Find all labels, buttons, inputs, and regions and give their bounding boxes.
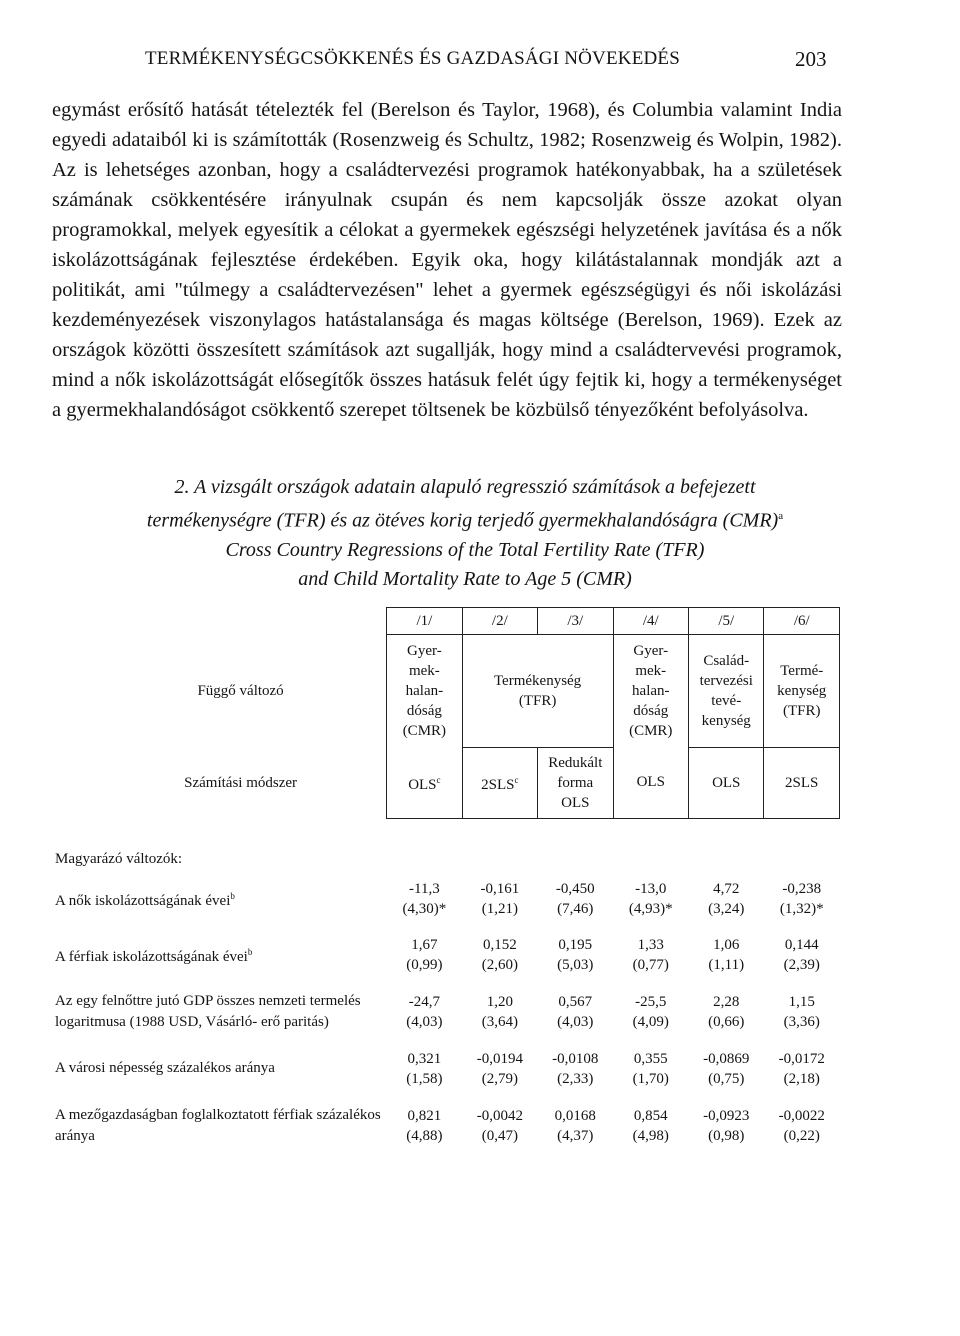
caption-english-line-1: Cross Country Regressions of the Total Fertility Rate (TFR) bbox=[225, 538, 705, 561]
t-statistic: (4,03) bbox=[406, 1013, 443, 1030]
method-label: Számítási módszer bbox=[184, 774, 298, 791]
table-cell bbox=[387, 1041, 462, 1097]
t-statistic: (3,64) bbox=[481, 1013, 518, 1030]
variable-name: A férfiak iskolázottságának évei$^b$ bbox=[55, 946, 253, 965]
dependent-variable-cmr: Gyer- mek- halan- dóság (CMR) bbox=[387, 635, 462, 748]
table-cell bbox=[538, 871, 613, 927]
table-cell bbox=[462, 927, 537, 983]
coefficient: 1,20 bbox=[486, 993, 513, 1010]
paragraph-text: egymást erősítő hatását tételezték fel (Berelson és Taylor, 1968), és Columbia valamint India egyedi adataiból ki is számították (Rosenzweig és Schultz, 1982; Rosenzweig és Wolpin, 1982). Az is lehetséges azonban, hogy a családtervezési programok hatékonyabbak, ha a születések számának csökkentésére irányulnak csupán és nem kapcsolják össze azokat olyan programokkal, melyek egyesítik a célokat a gyermekek egészségi helyzetének javítása és a nők iskolázottságának fejlesztése érdekében. Egyik oka, hogy kilátástalannak mondják azt a politikát, ami "túlmegy a családtervezésen" lehet a gyermek egészségügyi és női iskolázási kezdeményezések viszonylagos hatástalansága és magas költsége (Berelson, 1969). Ezek az országok közötti összesített számítások azt sugallják, hogy mind a családtervevési programok, mind a nők iskolázottságát elősegítők összes hatásuk felét úgy fejtik ki, hogy a termékenységet a gyermekhalandóságot csökkentő szerepet töltsenek be közbülső tényezőként befolyásolva. bbox=[52, 99, 842, 421]
column-number: /2/ bbox=[462, 608, 537, 635]
table-cell bbox=[462, 871, 537, 927]
t-statistic: (4,03) bbox=[557, 1013, 594, 1030]
table-cell bbox=[538, 1041, 613, 1097]
coefficient: 0,144 bbox=[784, 936, 819, 953]
method-row bbox=[55, 747, 840, 818]
page-number: 203 bbox=[795, 47, 827, 71]
explanatory-variables-heading: Magyarázó változók: bbox=[55, 850, 183, 867]
table-cell bbox=[764, 871, 840, 927]
table-cell bbox=[764, 927, 840, 983]
table-cell bbox=[764, 983, 840, 1041]
t-statistic: (4,93)* bbox=[628, 900, 673, 917]
coefficient: -0,0923 bbox=[703, 1107, 750, 1124]
coefficient: -0,0022 bbox=[778, 1107, 825, 1124]
t-statistic: (2,33) bbox=[557, 1070, 594, 1087]
column-number: /5/ bbox=[689, 608, 764, 635]
table-row bbox=[55, 983, 840, 1041]
table-cell bbox=[613, 1097, 688, 1155]
method-cell: 2SLS$^c$ bbox=[462, 747, 537, 818]
table-cell bbox=[538, 1097, 613, 1155]
caption-english-line-2: and Child Mortality Rate to Age 5 (CMR) bbox=[298, 567, 632, 590]
coefficient: -13,0 bbox=[635, 880, 667, 897]
dependent-variable-label: Függő változó bbox=[197, 682, 284, 699]
table-cell bbox=[387, 1097, 462, 1155]
column-number: /6/ bbox=[764, 608, 840, 635]
coefficient: -11,3 bbox=[409, 880, 440, 897]
regression-table bbox=[55, 607, 840, 1155]
coefficient: 0,567 bbox=[558, 993, 593, 1010]
table-cell bbox=[462, 1097, 537, 1155]
dependent-variable-family-planning: Család- tervezési tevé- kenység bbox=[689, 635, 764, 748]
coefficient: 0,321 bbox=[407, 1050, 442, 1067]
coefficient: 0,152 bbox=[482, 936, 517, 953]
table-cell bbox=[613, 871, 688, 927]
t-statistic: (2,79) bbox=[481, 1070, 518, 1087]
coefficient: -0,238 bbox=[782, 880, 822, 897]
coefficient: -0,0869 bbox=[703, 1050, 750, 1067]
table-cell bbox=[613, 1041, 688, 1097]
table-row bbox=[55, 1041, 840, 1097]
table-cell bbox=[764, 1041, 840, 1097]
column-number: /1/ bbox=[387, 608, 462, 635]
column-number-row bbox=[55, 608, 840, 635]
table-cell bbox=[689, 871, 764, 927]
table-cell bbox=[538, 983, 613, 1041]
t-statistic: (2,60) bbox=[481, 956, 518, 973]
table-cell bbox=[689, 1097, 764, 1155]
t-statistic: (1,11) bbox=[708, 956, 745, 973]
t-statistic: (1,70) bbox=[632, 1070, 669, 1087]
coefficient: -0,161 bbox=[480, 880, 520, 897]
method-cell: OLS bbox=[689, 747, 764, 818]
table-row bbox=[55, 871, 840, 927]
variable-name: A mezőgazdaságban foglalkoztatott férfiak százalékos aránya bbox=[55, 1106, 381, 1144]
t-statistic: (0,98) bbox=[708, 1127, 745, 1144]
coefficient: -0,0172 bbox=[778, 1050, 825, 1067]
t-statistic: (2,18) bbox=[783, 1070, 820, 1087]
coefficient: -0,0042 bbox=[476, 1107, 523, 1124]
t-statistic: (0,47) bbox=[481, 1127, 518, 1144]
dependent-variable-cmr: Gyer- mek- halan- dóság (CMR) bbox=[613, 635, 688, 748]
coefficient: 0,0168 bbox=[554, 1107, 596, 1124]
variable-name: Az egy felnőttre jutó GDP összes nemzeti termelés logaritmusa (1988 USD, Vásárló- erő paritás) bbox=[55, 992, 361, 1030]
t-statistic: (1,58) bbox=[406, 1070, 443, 1087]
table-cell bbox=[538, 927, 613, 983]
t-statistic: (4,88) bbox=[406, 1127, 443, 1144]
dependent-variable-tfr: Termé- kenység (TFR) bbox=[764, 635, 840, 748]
t-statistic: (3,36) bbox=[783, 1013, 820, 1030]
coefficient: 0,821 bbox=[407, 1107, 442, 1124]
coefficient: 2,28 bbox=[713, 993, 740, 1010]
coefficient: 0,355 bbox=[633, 1050, 668, 1067]
t-statistic: (1,21) bbox=[481, 900, 518, 917]
table-cell bbox=[462, 1041, 537, 1097]
dependent-variable-tfr: Termékenység (TFR) bbox=[462, 635, 613, 748]
coefficient: 0,195 bbox=[558, 936, 593, 953]
coefficient: -0,450 bbox=[555, 880, 595, 897]
coefficient: -25,5 bbox=[635, 993, 667, 1010]
table-cell bbox=[613, 983, 688, 1041]
caption-line-2: termékenységre (TFR) és az ötéves korig terjedő gyermekhalandóságra (CMR)$^a$ bbox=[146, 509, 784, 532]
method-cell: OLS$^c$ bbox=[387, 747, 462, 818]
table-cell bbox=[613, 927, 688, 983]
caption-line-1: 2. A vizsgált országok adatain alapuló regresszió számítások a befejezett bbox=[174, 476, 756, 498]
coefficient: 1,06 bbox=[713, 936, 740, 953]
method-cell: OLS bbox=[613, 747, 688, 818]
table-cell bbox=[689, 927, 764, 983]
t-statistic: (4,30)* bbox=[402, 900, 447, 917]
t-statistic: (4,09) bbox=[632, 1013, 669, 1030]
table-cell bbox=[689, 983, 764, 1041]
t-statistic: (1,32)* bbox=[779, 900, 824, 917]
table-cell bbox=[764, 1097, 840, 1155]
caption-footnote-mark: a bbox=[778, 510, 784, 522]
table-cell bbox=[462, 983, 537, 1041]
table-cell bbox=[689, 1041, 764, 1097]
t-statistic: (0,75) bbox=[708, 1070, 745, 1087]
coefficient: -0,0194 bbox=[476, 1050, 523, 1067]
t-statistic: (2,39) bbox=[783, 956, 820, 973]
t-statistic: (5,03) bbox=[557, 956, 594, 973]
coefficient: -24,7 bbox=[408, 993, 440, 1010]
t-statistic: (0,77) bbox=[632, 956, 669, 973]
dependent-variable-row bbox=[55, 635, 840, 748]
t-statistic: (4,98) bbox=[632, 1127, 669, 1144]
table-row bbox=[55, 1097, 840, 1155]
t-statistic: (0,66) bbox=[708, 1013, 745, 1030]
table-cell bbox=[387, 983, 462, 1041]
column-number: /3/ bbox=[538, 608, 613, 635]
column-number: /4/ bbox=[613, 608, 688, 635]
t-statistic: (0,99) bbox=[406, 956, 443, 973]
method-cell: Redukált forma OLS bbox=[538, 747, 613, 818]
t-statistic: (0,22) bbox=[783, 1127, 820, 1144]
t-statistic: (7,46) bbox=[557, 900, 594, 917]
coefficient: -0,0108 bbox=[552, 1050, 599, 1067]
coefficient: 1,67 bbox=[411, 936, 438, 953]
coefficient: 0,854 bbox=[633, 1107, 668, 1124]
t-statistic: (4,37) bbox=[557, 1127, 594, 1144]
variable-name: A városi népesség százalékos aránya bbox=[55, 1060, 275, 1076]
coefficient: 1,33 bbox=[637, 936, 664, 953]
coefficient: 1,15 bbox=[788, 993, 815, 1010]
table-caption bbox=[30, 473, 900, 594]
coefficient: 4,72 bbox=[713, 880, 740, 897]
method-cell: 2SLS bbox=[764, 747, 840, 818]
variable-name: A nők iskolázottságának évei$^b$ bbox=[55, 890, 235, 909]
running-head: TERMÉKENYSÉGCSÖKKENÉS ÉS GAZDASÁGI NÖVEKEDÉS bbox=[145, 48, 680, 69]
table-row bbox=[55, 927, 840, 983]
table-cell bbox=[387, 927, 462, 983]
body-paragraph bbox=[52, 95, 842, 425]
t-statistic: (3,24) bbox=[708, 900, 745, 917]
table-cell bbox=[387, 871, 462, 927]
